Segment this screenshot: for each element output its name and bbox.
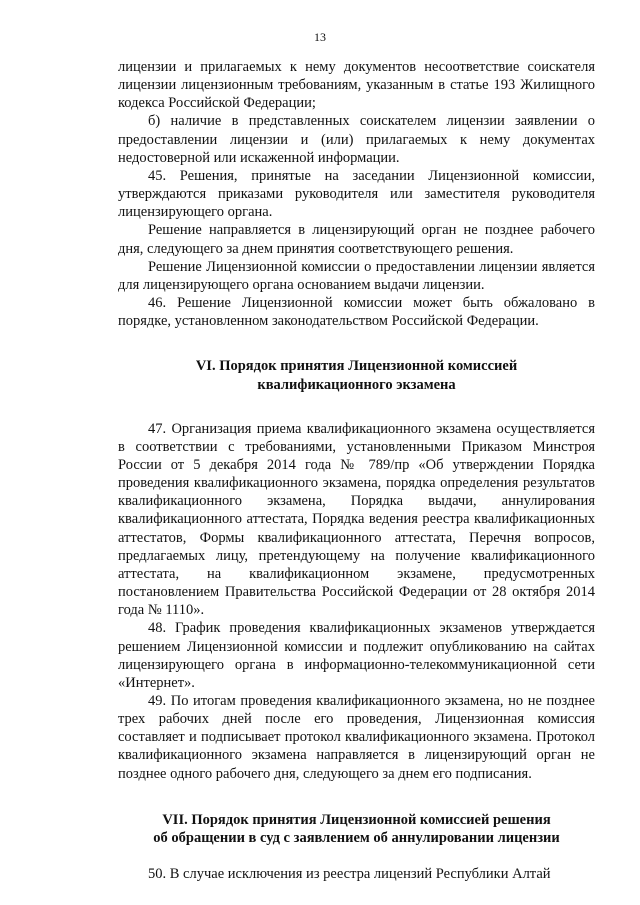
paragraph-continuation: лицензии и прилагаемых к нему документов несоответствие соискателя лицензии лицензионным требованиям, указанным в статье 193 Жилищного кодекса Российской Федерации; [118,59,595,112]
paragraph-50: 50. В случае исключения из реестра лицензий Республики Алтай [148,866,551,883]
paragraph-49: 49. По итогам проведения квалификационного экзамена, но не позднее трех рабочих дней после его проведения, Лицензионная комиссия составляет и подписывает протокол квалификационного экзамена. Протокол квалификационного экзамена направляется в лицензирующий орган не позднее одного рабочего дня, следующего за днем его подписания. [118,693,595,782]
section-6-heading [118,357,595,393]
paragraph-45-decision-basis: Решение Лицензионной комиссии о предоставлении лицензии является для лицензирующего органа основанием выдачи лицензии. [118,258,595,293]
section-7-heading [118,811,595,847]
paragraph-item-b: б) наличие в представленных соискателем лицензии заявлении о предоставлении лицензии и (или) прилагаемых к нему документах недостоверной или искаженной информации. [118,113,595,166]
paragraph-47: 47. Организация приема квалификационного экзамена осуществляется в соответствии с требованиями, установленными Приказом Минстроя России от 5 декабря 2014 года № 789/пр «Об утверждении Порядка проведения квалификационного экзамена, порядка определения результатов квалификационного экзамена, Порядка выдачи, аннулирования квалификационного аттестата, Порядка ведения реестра квалификационных аттестатов, Формы квалификационного аттестата, Перечня вопросов, предлагаемых лицу, претендующему на получение квалификационного аттестата, на квалификационном экзамене, предусмотренных постановлением Правительства Российской Федерации от 28 октября 2014 года № 1110». [118,420,595,619]
document-body [118,58,595,883]
section-6-heading-line2: квалификационного экзамена [257,376,456,393]
section-6-heading-line1: VI. Порядок принятия Лицензионной комиссией [195,358,518,375]
paragraph-48: 48. График проведения квалификационных экзаменов утверждается решением Лицензионной комиссии и подлежит опубликованию на сайтах лицензирующего органа в информационно-телекоммуникационной сети «Интернет». [118,620,595,691]
paragraph-45-decision-sent: Решение направляется в лицензирующий орган не позднее рабочего дня, следующего за днем принятия соответствующего решения. [118,222,595,257]
section-7-heading-line2: об обращении в суд с заявлением об аннулировании лицензии [153,829,560,846]
paragraph-46: 46. Решение Лицензионной комиссии может быть обжаловано в порядке, установленном законодательством Российской Федерации. [118,295,595,330]
paragraph-45: 45. Решения, принятые на заседании Лицензионной комиссии, утверждаются приказами руководителя или заместителя руководителя лицензирующего органа. [118,167,595,221]
page-number: 13 [314,30,326,44]
section-7-heading-line1: VII. Порядок принятия Лицензионной комиссией решения [162,811,551,828]
